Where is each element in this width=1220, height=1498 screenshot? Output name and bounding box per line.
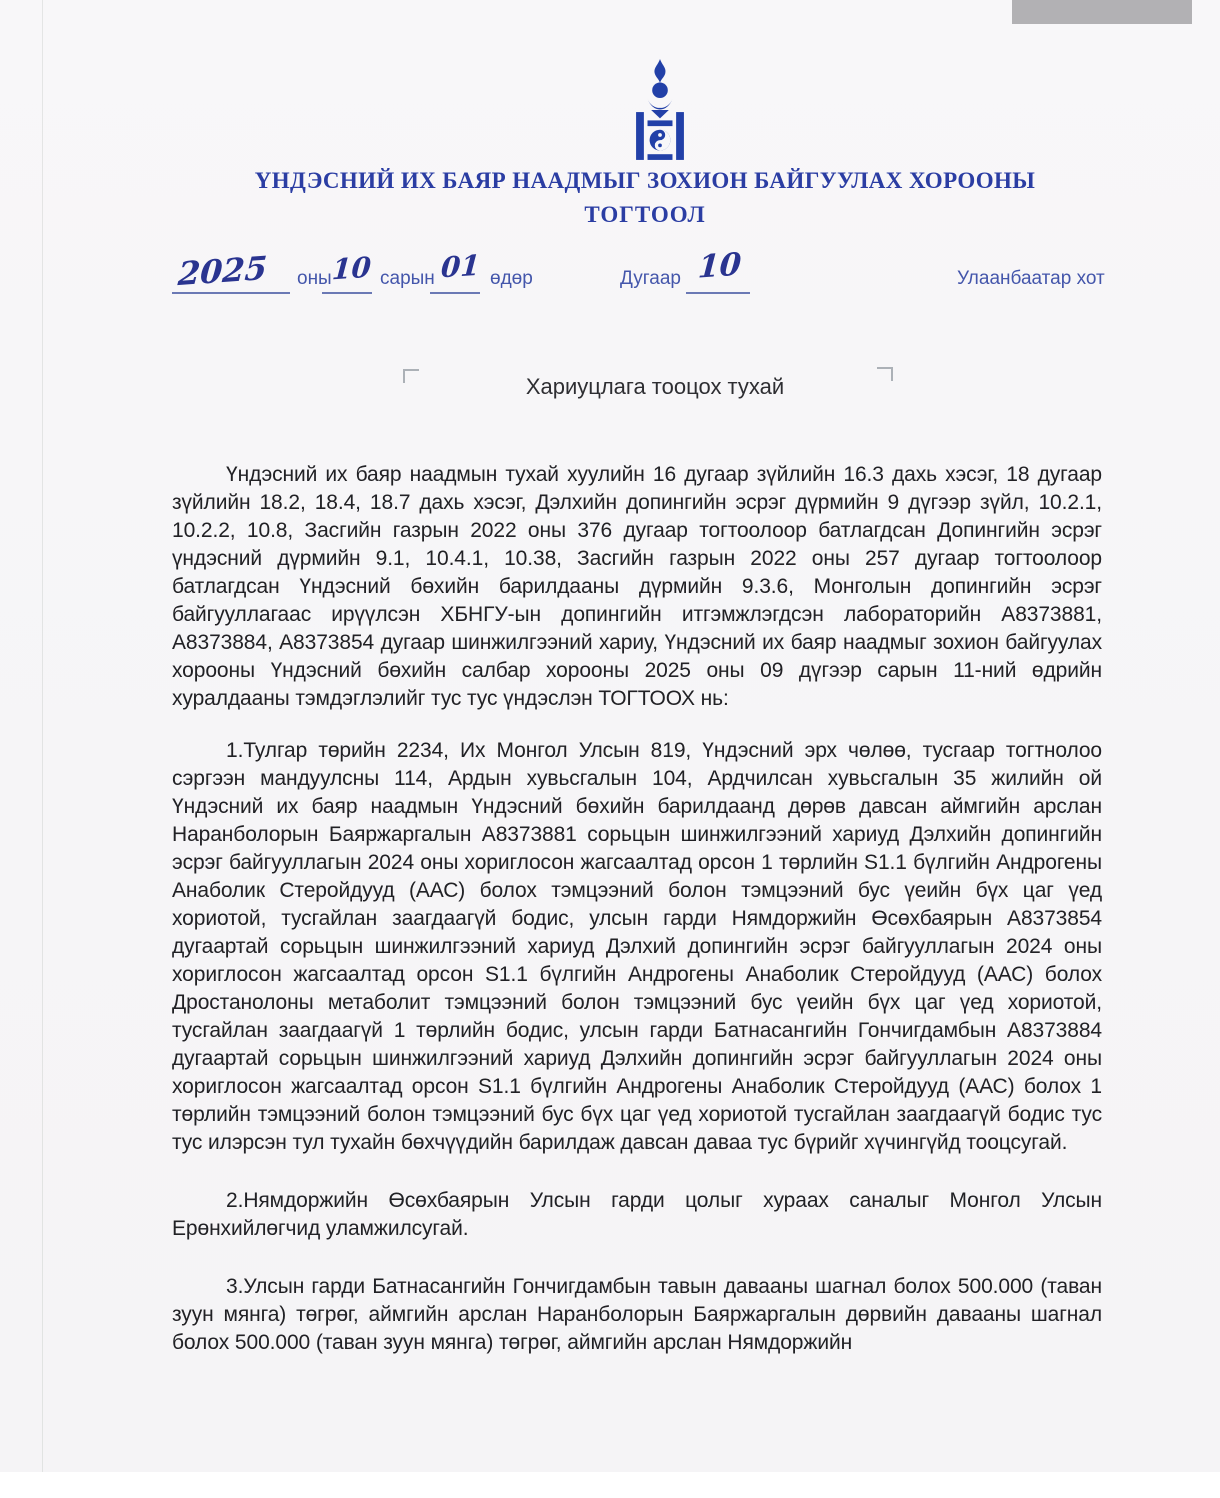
paragraph-item-2: 2.Нямдоржийн Өсөхбаярын Улсын гарди цолыг хураах саналыг Монгол Улсын Ерөнхийлөгчид уламжилсугай. <box>172 1189 1102 1240</box>
paragraph-item-3: 3.Улсын гарди Батнасангийн Гончигдамбын тавын давааны шагнал болох 500.000 (таван зуун мянга) төгрөг, аймгийн арслан Наранболорын Баяржаргалын дөрвийн давааны шагнал болох 500.000 (таван зуун мянга) төгрөг, аймгийн арслан Нямдоржийн <box>172 1275 1102 1354</box>
number-label: Дугаар <box>620 268 681 289</box>
paragraph-item-1: 1.Тулгар төрийн 2234, Их Монгол Улсын 819, Үндэсний эрх чөлөө, тусгаар тогтнолоо сэргээн мандуулсны 114, Ардын хувьсгалын 104, Ардчилсан хувьсгалын 35 жилийн ой Үндэсний их баяр наадмын Үндэсний бөхийн барилдаанд дөрөв давсан аймгийн арслан Наранболорын Баяржаргалын А8373881 сорьцын шинжилгээний хариуд Дэлхийн допингийн эсрэг байгууллагын 2024 оны хориглосон жагсаалтад орсон 1 төрлийн S1.1 бүлгийн Андрогены Анаболик Стеройдууд (ААС) болох тэмцээний болон тэмцээний бус үеийн бүх цаг үед хориотой, тусгайлан заагдаагүй бодис, улсын гарди Нямдоржийн Өсөхбаярын А8373854 дугаартай сорьцын шинжилгээний хариуд Дэлхий допингийн эсрэг байгууллагын 2024 оны хориглосон жагсаалтад орсон S1.1 бүлгийн Андрогены Анаболик Стеройдууд (ААС) болох Дростанолоны метаболит тэмцээний болон тэмцээний бус үеийн бүх цаг үед хориотой, тусгайлан заагдаагүй 1 төрлийн бодис, улсын гарди Батнасангийн Гончигдамбын А8373884 дугаартай сорьцын шинжилгээний хариуд Дэлхийн допингийн эсрэг байгууллагын 2024 оны хориглосон жагсаалтад орсон S1.1 бүлгийн Андрогены Анаболик Стеройдууд (ААС) болох 1 төрлийн тэмцээний болон тэмцээний бус бүх цаг үед хориотой тусгайлан заагдаагүй бодис тус тус илэрсэн тул тухайн бөхчүүдийн барилдаж давсан даваа тус бүрийг хүчингүйд тооцсугай. <box>172 739 1102 1154</box>
document-body <box>172 461 1102 1357</box>
soyombo-emblem-icon <box>622 58 698 162</box>
year-blank-line <box>172 292 290 294</box>
document-type-title: ТОГТООЛ <box>584 202 706 227</box>
day-blank-line <box>430 292 480 294</box>
year-label: оны <box>297 268 332 289</box>
handwritten-month: 10 <box>330 250 373 287</box>
city-label: Улаанбаатар хот <box>957 268 1105 289</box>
subject-title: Хариуцлага тооцох тухай <box>525 374 785 399</box>
number-blank-line <box>686 292 750 294</box>
month-label: сарын <box>380 268 435 289</box>
paragraph-preamble: Үндэсний их баяр наадмын тухай хуулийн 16 дугаар зүйлийн 16.3 дахь хэсэг, 18 дугаар зүйлийн 18.2, 18.4, 18.7 дахь хэсэг, Дэлхийн допингийн эсрэг дүрмийн 9 дүгээр зүйл, 10.2.1, 10.2.2, 10.8, Засгийн газрын 2022 оны 376 дугаар тогтоолоор батлагдсан Допингийн эсрэг үндэсний дүрмийн 9.1, 10.4.1, 10.38, Засгийн газрын 2022 оны 257 дугаар тогтоолоор батлагдсан Үндэсний бөхийн барилдааны дүрмийн 9.3.6, Монголын допингийн эсрэг байгууллагаас ирүүлсэн ХБНГУ-ын допингийн итгэмжлэгдсэн лабораторийн А8373881, А8373884, А8373854 дугаар шинжилгээний хариу, Үндэсний их баяр наадмыг зохион байгуулах хорооны Үндэсний бөхийн салбар хорооны 2025 оны 09 дүгээр сарын 11-ний өдрийн хуралдааны тэмдэглэлийг тус тус үндэслэн ТОГТООХ нь: <box>172 463 1102 710</box>
page-edge-shadow <box>42 0 43 1472</box>
day-label: өдөр <box>490 268 533 289</box>
handwritten-number: 10 <box>696 246 743 286</box>
handwritten-day: 01 <box>439 248 482 285</box>
month-blank-line <box>322 292 372 294</box>
scan-artifact-bar <box>1012 0 1192 24</box>
organization-title: ҮНДЭСНИЙ ИХ БАЯР НААДМЫГ ЗОХИОН БАЙГУУЛАХ ХОРООНЫ <box>254 168 1036 193</box>
handwritten-year: 2025 <box>176 248 269 294</box>
